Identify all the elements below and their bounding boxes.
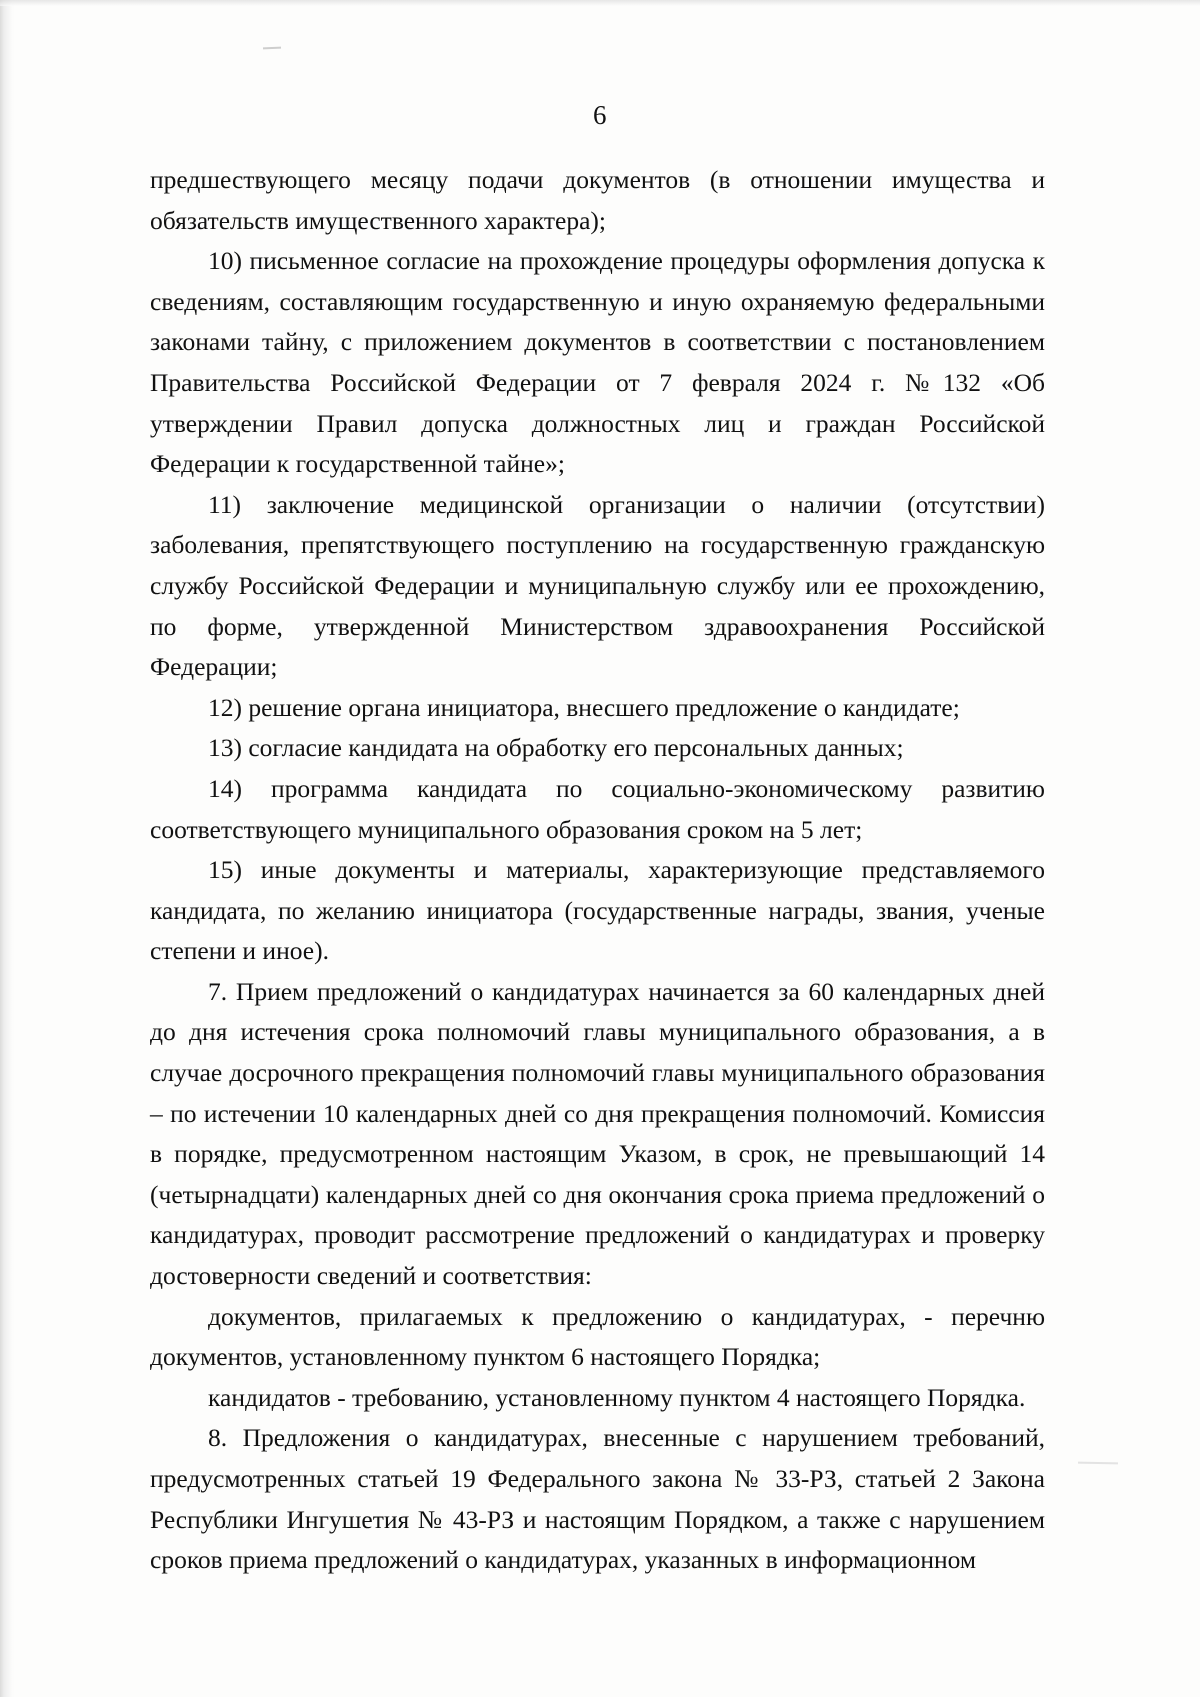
scan-edge-top <box>0 0 1200 6</box>
document-body <box>150 160 1045 1581</box>
paragraph-clause-8: 8. Предложения о кандидатурах, внесенные с нарушением требований, предусмотренных статьей 19 Федерального закона № 33-РЗ, статьей 2 Закона Республики Ингушетия № 43-РЗ и настоящим Порядком, а также с нарушением сроков приема предложений о кандидатурах, указанных в информационном <box>150 1423 1045 1575</box>
paragraph-continuation: предшествующего месяцу подачи документов (в отношении имущества и обязательств имущественного характера); <box>150 165 1045 235</box>
scan-edge-left <box>0 0 14 1697</box>
paragraph-clause-7: 7. Прием предложений о кандидатурах начинается за 60 календарных дней до дня истечения срока полномочий главы муниципального образования, а в случае досрочного прекращения полномочий главы муниципального образования – по истечении 10 календарных дней со дня прекращения полномочий. Комиссия в порядке, предусмотренном настоящим Указом, в срок, не превышающий 14 (четырнадцати) календарных дней со дня окончания срока приема предложений о кандидатурах, проводит рассмотрение предложений о кандидатурах и проверку достоверности сведений и соответствия: <box>150 976 1045 1291</box>
page-number: 6 <box>593 100 607 130</box>
paragraph-item-15: 15) иные документы и материалы, характеризующие представляемого кандидата, по желанию инициатора (государственные награды, звания, ученые степени и иное). <box>150 855 1045 966</box>
paragraph-item-14: 14) программа кандидата по социально-экономическому развитию соответствующего муниципального образования сроком на 5 лет; <box>150 773 1045 844</box>
paragraph-item-11: 11) заключение медицинской организации о наличии (отсутствии) заболевания, препятствующего поступлению на государственную гражданскую службу Российской Федерации и муниципальную службу или ее прохождению, по форме, утвержденной Министерством здравоохранения Российской Федерации; <box>150 489 1045 682</box>
paragraph-item-12: 12) решение органа инициатора, внесшего предложение о кандидате; <box>208 692 960 722</box>
scan-artifact-mark <box>1078 1462 1118 1465</box>
paragraph-sub-candidates: кандидатов - требованию, установленному пунктом 4 настоящего Порядка. <box>208 1382 1026 1412</box>
scan-artifact-mark <box>263 47 281 50</box>
paragraph-item-13: 13) согласие кандидата на обработку его персональных данных; <box>208 733 904 763</box>
paragraph-item-10: 10) письменное согласие на прохождение процедуры оформления допуска к сведениям, составляющим государственную и иную охраняемую федеральными законами тайну, с приложением документов в соответствии с постановлением Правительства Российской Федерации от 7 февраля 2024 г. №132 «Об утверждении Правил допуска должностных лиц и граждан Российской Федерации к государственной тайне»; <box>150 246 1045 479</box>
paragraph-sub-documents: документов, прилагаемых к предложению о кандидатурах, - перечню документов, установленному пунктом 6 настоящего Порядка; <box>150 1301 1045 1372</box>
